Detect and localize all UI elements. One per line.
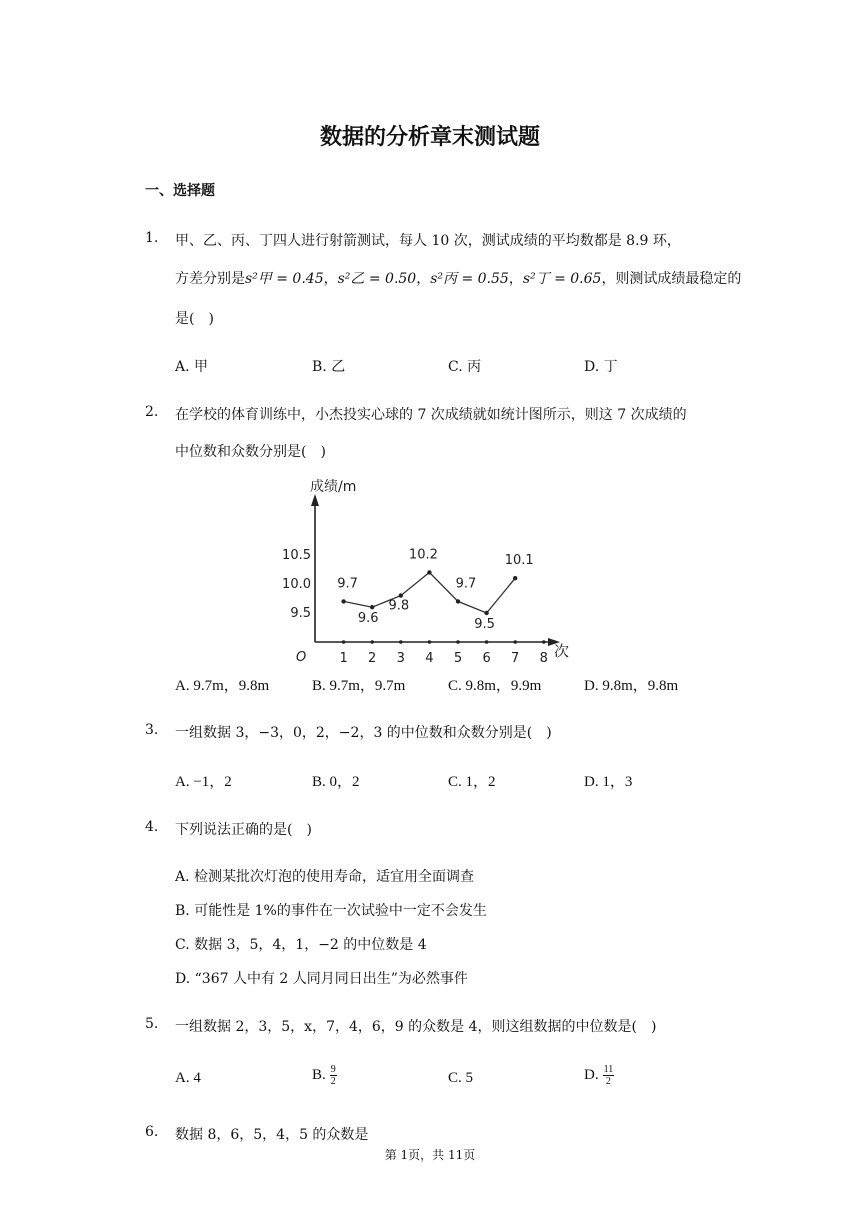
question-2-line-1: 在学校的体育训练中，小杰投实心球的 7 次成绩就如统计图所示，则这 7 次成绩的 bbox=[175, 407, 687, 423]
question-3-option-a[interactable]: A. −1，2 bbox=[175, 774, 232, 790]
question-1-line-2: 方差分别是s²甲 = 0.45，s²乙 = 0.50，s²丙 = 0.55，s²丁 = 0.65，则测试成绩最稳定的 bbox=[175, 271, 742, 287]
question-1-option-c[interactable]: C. 丙 bbox=[448, 359, 482, 375]
question-3-option-d[interactable]: D. 1，3 bbox=[584, 774, 633, 790]
variance-yi: s²乙 = 0.50 bbox=[337, 271, 417, 287]
question-4-option-d[interactable]: D. “367 人中有 2 人同月同日出生”为必然事件 bbox=[175, 971, 468, 987]
x-tick-label: 2 bbox=[368, 651, 377, 666]
question-2-option-b[interactable]: B. 9.7m，9.7m bbox=[312, 678, 406, 694]
data-label: 10.2 bbox=[408, 547, 438, 563]
x-tick-label: 3 bbox=[396, 651, 405, 666]
y-axis-arrow bbox=[311, 494, 319, 506]
question-1-option-d[interactable]: D. 丁 bbox=[584, 359, 618, 375]
question-5-option-c[interactable]: C. 5 bbox=[448, 1070, 474, 1086]
variance-ding: s²丁 = 0.65 bbox=[522, 271, 602, 287]
question-3-line-1: 一组数据 3，−3，0，2，−2，3 的中位数和众数分别是( ) bbox=[175, 725, 552, 741]
question-2-line-2: 中位数和众数分别是( ) bbox=[175, 444, 326, 460]
y-tick-label: 10.5 bbox=[282, 548, 311, 563]
question-4-line-1: 下列说法正确的是( ) bbox=[175, 822, 312, 838]
question-1-line-3: 是( ) bbox=[175, 311, 214, 327]
origin-label: O bbox=[296, 650, 307, 665]
data-label: 9.7 bbox=[455, 576, 477, 592]
series-line bbox=[344, 572, 516, 613]
question-3-number: 3. bbox=[145, 722, 159, 738]
x-tick-label: 7 bbox=[511, 651, 520, 666]
x-tick-dot bbox=[485, 640, 489, 644]
data-point bbox=[484, 611, 488, 615]
question-2-option-c[interactable]: C. 9.8m，9.9m bbox=[448, 678, 542, 694]
data-point bbox=[427, 570, 431, 574]
page-footer: 第 1页，共 11页 bbox=[384, 1148, 476, 1162]
question-5-number: 5. bbox=[145, 1016, 159, 1032]
question-6-number: 6. bbox=[145, 1124, 159, 1140]
question-6-line-1: 数据 8，6，5，4，5 的众数是 bbox=[175, 1127, 369, 1143]
question-3-option-b[interactable]: B. 0，2 bbox=[312, 774, 360, 790]
x-tick-dot bbox=[456, 640, 460, 644]
data-point bbox=[341, 599, 345, 603]
x-tick-label: 6 bbox=[482, 651, 491, 666]
x-tick-dot bbox=[542, 640, 546, 644]
line-chart bbox=[280, 470, 580, 670]
y-tick-label: 10.0 bbox=[282, 577, 311, 592]
x-tick-label: 8 bbox=[539, 651, 548, 666]
question-5-line-1: 一组数据 2，3，5，x，7，4，6，9 的众数是 4，则这组数据的中位数是( ) bbox=[175, 1019, 657, 1035]
option-b-label: B. bbox=[312, 1066, 326, 1083]
x-tick-dot bbox=[399, 640, 403, 644]
variance-bing: s²丙 = 0.55 bbox=[430, 271, 509, 287]
data-point bbox=[370, 605, 374, 609]
question-2-number: 2. bbox=[145, 404, 159, 420]
section-heading: 一、选择题 bbox=[145, 183, 215, 199]
x-axis-title: 次 bbox=[554, 642, 570, 660]
data-label: 10.1 bbox=[504, 553, 534, 569]
data-label: 9.8 bbox=[388, 598, 410, 614]
x-tick-dot bbox=[370, 640, 374, 644]
variance-suffix: ，则测试成绩最稳定的 bbox=[601, 271, 742, 287]
data-point bbox=[513, 576, 517, 580]
question-5-option-d[interactable] bbox=[584, 1064, 614, 1087]
option-d-label: D. bbox=[584, 1066, 599, 1083]
x-tick-dot bbox=[513, 640, 517, 644]
fraction-9-over-2: $\frac{9}{2}$ bbox=[330, 1064, 336, 1087]
data-label: 9.7 bbox=[337, 576, 358, 592]
data-point bbox=[456, 599, 460, 603]
variance-prefix: 方差分别是 bbox=[175, 271, 245, 287]
question-4-option-c[interactable]: C. 数据 3，5，4，1，−2 的中位数是 4 bbox=[175, 937, 427, 953]
question-4-option-a[interactable]: A. 检测某批次灯泡的使用寿命，适宜用全面调查 bbox=[175, 869, 475, 885]
data-point bbox=[399, 593, 403, 597]
x-tick-label: 4 bbox=[425, 651, 434, 666]
question-2-option-a[interactable]: A. 9.7m，9.8m bbox=[175, 678, 270, 694]
data-label: 9.6 bbox=[357, 611, 379, 627]
fraction-11-over-2: $\frac{11}{2}$ bbox=[603, 1064, 614, 1087]
page-title: 数据的分析章末测试题 bbox=[319, 125, 540, 150]
question-5-option-b[interactable] bbox=[312, 1064, 337, 1087]
y-tick-label: 9.5 bbox=[290, 606, 311, 621]
question-5-option-a[interactable]: A. 4 bbox=[175, 1070, 201, 1086]
question-1-option-b[interactable]: B. 乙 bbox=[312, 359, 346, 375]
x-tick-dot bbox=[342, 640, 346, 644]
data-label: 9.5 bbox=[474, 617, 495, 632]
x-tick-label: 1 bbox=[339, 651, 348, 666]
question-3-option-c[interactable]: C. 1，2 bbox=[448, 774, 496, 790]
x-tick-label: 5 bbox=[453, 651, 463, 666]
y-axis-title: 成绩/m bbox=[310, 479, 357, 495]
x-tick-dot bbox=[428, 640, 432, 644]
question-1-option-a[interactable]: A. 甲 bbox=[175, 359, 209, 375]
variance-jia: s²甲 = 0.45 bbox=[245, 271, 324, 287]
question-4-number: 4. bbox=[145, 819, 159, 835]
question-2-option-d[interactable]: D. 9.8m，9.8m bbox=[584, 678, 679, 694]
question-1-line-1: 甲、乙、丙、丁四人进行射箭测试，每人 10 次，测试成绩的平均数都是 8.9 环， bbox=[175, 233, 681, 249]
question-4-option-b[interactable]: B. 可能性是 1%的事件在一次试验中一定不会发生 bbox=[175, 903, 487, 919]
question-1-number: 1. bbox=[145, 230, 159, 246]
